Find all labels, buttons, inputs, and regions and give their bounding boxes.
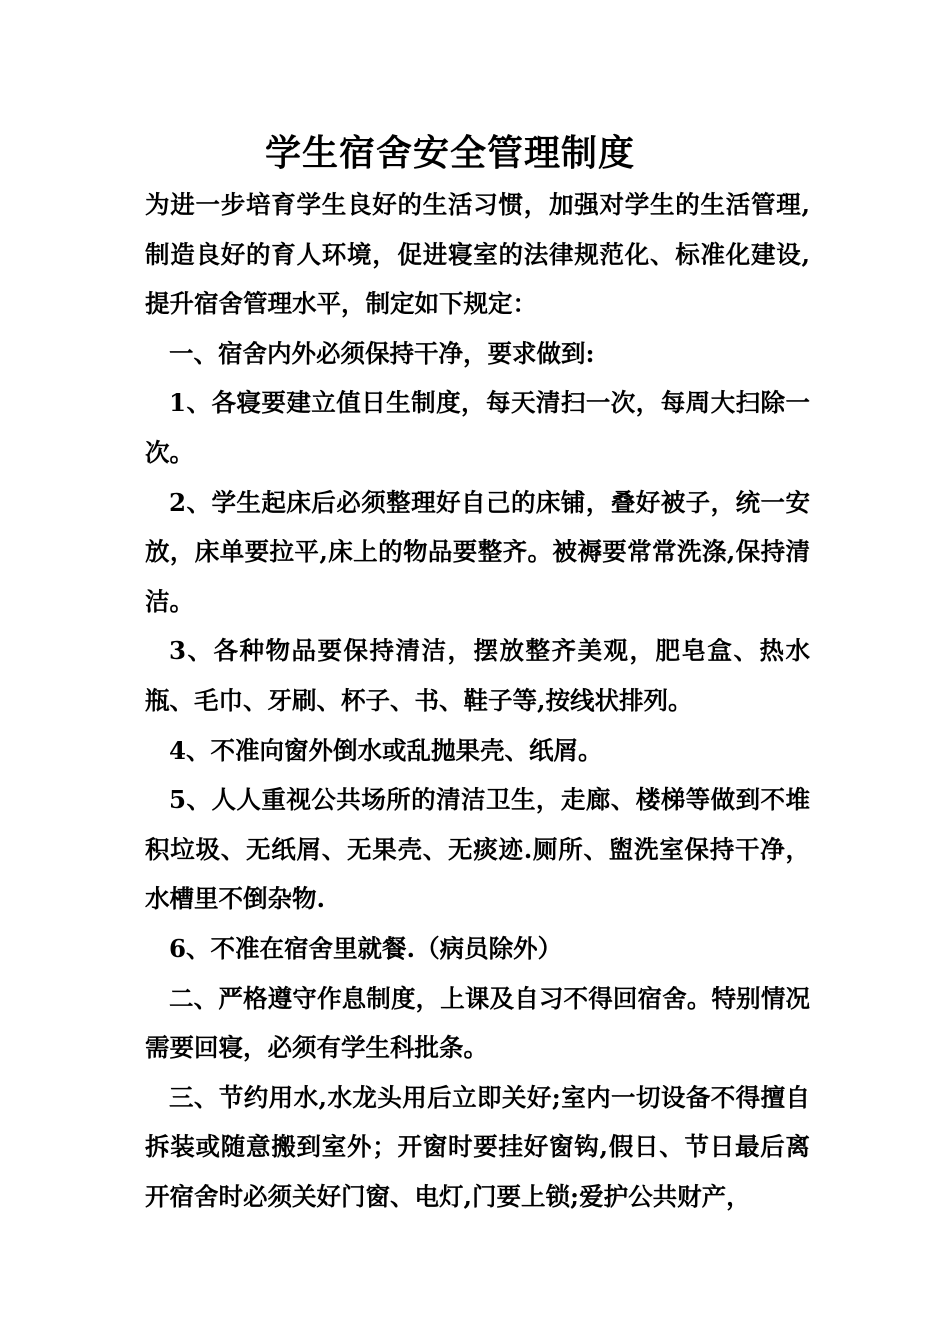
- paragraph-item-5: 5、人人重视公共场所的清洁卫生，走廊、楼梯等做到不堆积垃圾、无纸屑、无果壳、无痰迹.厕所、盥洗室保持干净，水槽里不倒杂物.: [145, 785, 810, 914]
- paragraph-intro: 为进一步培育学生良好的生活习惯，加强对学生的生活管理,制造良好的育人环境，促进寝室的法律规范化、标准化建设,提升宿舍管理水平，制定如下规定：: [145, 190, 810, 319]
- paragraph-item-4: 4、不准向窗外倒水或乱抛果壳、纸屑。: [169, 735, 603, 765]
- paragraph-section-1: 一、宿舍内外必须保持干净，要求做到:: [169, 338, 595, 368]
- paragraph-item-1: 1、各寝要建立值日生制度，每天清扫一次，每周大扫除一次。: [145, 388, 810, 467]
- document-body: [145, 180, 810, 1221]
- paragraph-item-6: 6、不准在宿舍里就餐.（病员除外）: [169, 933, 563, 963]
- paragraph-section-2: 二、严格遵守作息制度，上课及自习不得回宿舍。特别情况需要回寝，必须有学生科批条。: [145, 983, 810, 1063]
- document-title: 学生宿舍安全管理制度: [264, 132, 635, 174]
- paragraph-section-3: 三、节约用水,水龙头用后立即关好;室内一切设备不得擅自拆装或随意搬到室外；开窗时要挂好窗钩,假日、节日最后离开宿舍时必须关好门窗、电灯,门要上锁;爱护公共财产，: [145, 1082, 810, 1211]
- paragraph-item-3: 3、各种物品要保持清洁，摆放整齐美观，肥皂盒、热水瓶、毛巾、牙刷、杯子、书、鞋子等,按线状排列。: [145, 636, 810, 715]
- paragraph-item-2: 2、学生起床后必须整理好自己的床铺，叠好被子，统一安放，床单要拉平,床上的物品要整齐。被褥要常常洗涤,保持清洁。: [145, 487, 810, 616]
